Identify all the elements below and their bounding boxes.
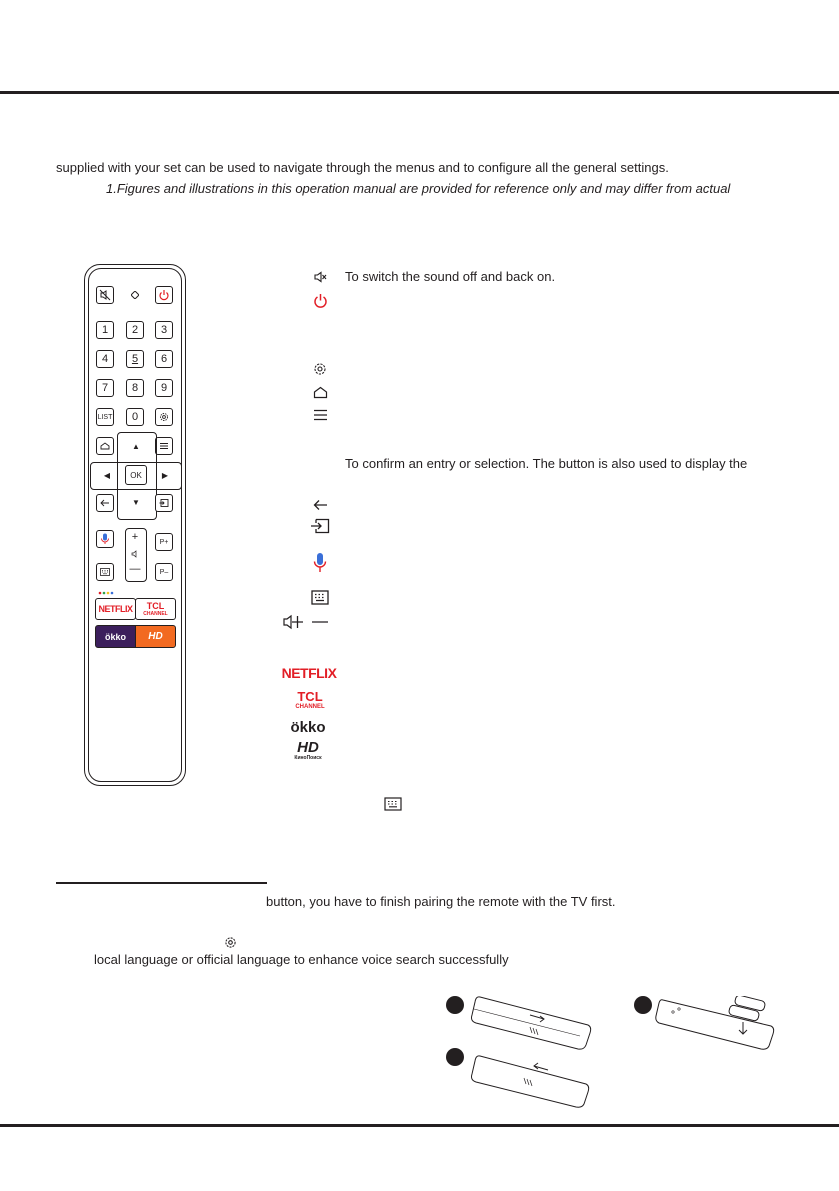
remote-tcl-channel-button bbox=[135, 598, 176, 620]
step-2-marker bbox=[634, 996, 652, 1014]
remote-key-0: 0 bbox=[126, 408, 144, 426]
legend-mute-icon bbox=[312, 269, 328, 285]
legend-settings-icon bbox=[312, 361, 328, 377]
remote-back-cover-open-illustration bbox=[470, 995, 592, 1055]
remote-key-4: 4 bbox=[96, 350, 114, 368]
remote-left-arrow-icon: ◀ bbox=[103, 470, 111, 480]
remote-power-icon bbox=[155, 286, 173, 304]
step-3-marker bbox=[446, 1048, 464, 1066]
remote-hd-logo: HD bbox=[148, 631, 163, 642]
remote-key-p-plus: P+ bbox=[155, 533, 173, 551]
remote-netflix-button bbox=[95, 598, 136, 620]
remote-hd-kinopoisk-button bbox=[135, 625, 176, 648]
remote-settings-icon bbox=[155, 408, 173, 426]
footnote-settings-icon bbox=[222, 934, 238, 950]
remote-mic-icon bbox=[96, 530, 114, 548]
remote-key-7: 7 bbox=[96, 379, 114, 397]
remote-keyboard-icon bbox=[96, 563, 114, 581]
legend-tcl-channel-text: CHANNEL bbox=[295, 704, 325, 710]
remote-key-list: LIST bbox=[96, 408, 114, 426]
legend-mic-icon bbox=[312, 552, 328, 574]
footnote-rule bbox=[56, 882, 267, 884]
remote-okko-logo: ökko bbox=[104, 631, 126, 642]
remote-key-3: 3 bbox=[155, 321, 173, 339]
legend-tcl-channel-logo bbox=[290, 690, 330, 711]
footer-rule bbox=[0, 1124, 839, 1127]
remote-key-8: 8 bbox=[126, 379, 144, 397]
legend-netflix-logo: NETFLIX bbox=[281, 665, 337, 681]
remote-key-5: 5 bbox=[126, 350, 144, 368]
remote-ok-key: OK bbox=[125, 465, 147, 485]
note-text: 1.Figures and illustrations in this operation manual are provided for reference only and may differ from actual bbox=[106, 181, 731, 196]
legend-back-icon bbox=[312, 497, 328, 513]
legend-kinopoisk-text: КиноПоиск bbox=[294, 755, 322, 761]
remote-tcl-logo: TCL bbox=[146, 600, 165, 611]
intro-text: supplied with your set can be used to navigate through the menus and to configure all the general settings. bbox=[56, 160, 669, 175]
remote-key-2: 2 bbox=[126, 321, 144, 339]
legend-power-icon bbox=[312, 292, 328, 308]
mute-description: To switch the sound off and back on. bbox=[345, 269, 556, 284]
remote-color-dots bbox=[98, 582, 114, 586]
remote-key-9: 9 bbox=[155, 379, 173, 397]
remote-netflix-logo: NETFLIX bbox=[98, 604, 133, 614]
remote-down-arrow-icon: ▼ bbox=[132, 497, 140, 507]
remote-key-p-minus: P– bbox=[155, 563, 173, 581]
remote-back-icon bbox=[96, 494, 114, 512]
remote-key-1: 1 bbox=[96, 321, 114, 339]
step-1-marker bbox=[446, 996, 464, 1014]
remote-ir-indicator-icon bbox=[130, 290, 140, 300]
footnote-line-1: button, you have to finish pairing the remote with the TV first. bbox=[266, 894, 616, 909]
legend-volume-icon bbox=[282, 613, 330, 631]
remote-right-arrow-icon: ▶ bbox=[161, 470, 169, 480]
legend-okko-logo: ökko bbox=[290, 718, 326, 736]
legend-menu-icon bbox=[312, 407, 328, 423]
remote-key-6: 6 bbox=[155, 350, 173, 368]
remote-home-icon bbox=[96, 437, 114, 455]
ok-description: To confirm an entry or selection. The button is also used to display the bbox=[345, 456, 748, 471]
inline-keyboard-icon bbox=[383, 796, 403, 812]
remote-back-cover-close-illustration bbox=[470, 1052, 592, 1110]
remote-mute-icon bbox=[96, 286, 114, 304]
remote-okko-button bbox=[95, 625, 136, 648]
remote-up-arrow-icon: ▲ bbox=[132, 441, 140, 451]
remote-source-icon bbox=[155, 494, 173, 512]
remote-volume-up-icon: + bbox=[131, 531, 139, 543]
remote-inner-outline bbox=[88, 268, 182, 782]
legend-tcl-text: TCL bbox=[297, 689, 323, 704]
remote-tcl-channel-label: CHANNEL bbox=[143, 610, 168, 617]
legend-home-icon bbox=[312, 384, 328, 400]
footnote-line-2: local language or official language to enhance voice search successfully bbox=[94, 952, 509, 967]
battery-insert-illustration bbox=[655, 996, 777, 1052]
remote-volume-icon bbox=[130, 549, 140, 559]
header-rule bbox=[0, 91, 839, 94]
legend-source-icon bbox=[310, 518, 330, 534]
legend-hd-kinopoisk-logo bbox=[287, 740, 329, 762]
legend-keyboard-icon bbox=[310, 589, 330, 605]
legend-hd-text: HD bbox=[297, 739, 319, 756]
remote-menu-icon bbox=[155, 437, 173, 455]
remote-volume-down-icon: — bbox=[129, 563, 141, 575]
